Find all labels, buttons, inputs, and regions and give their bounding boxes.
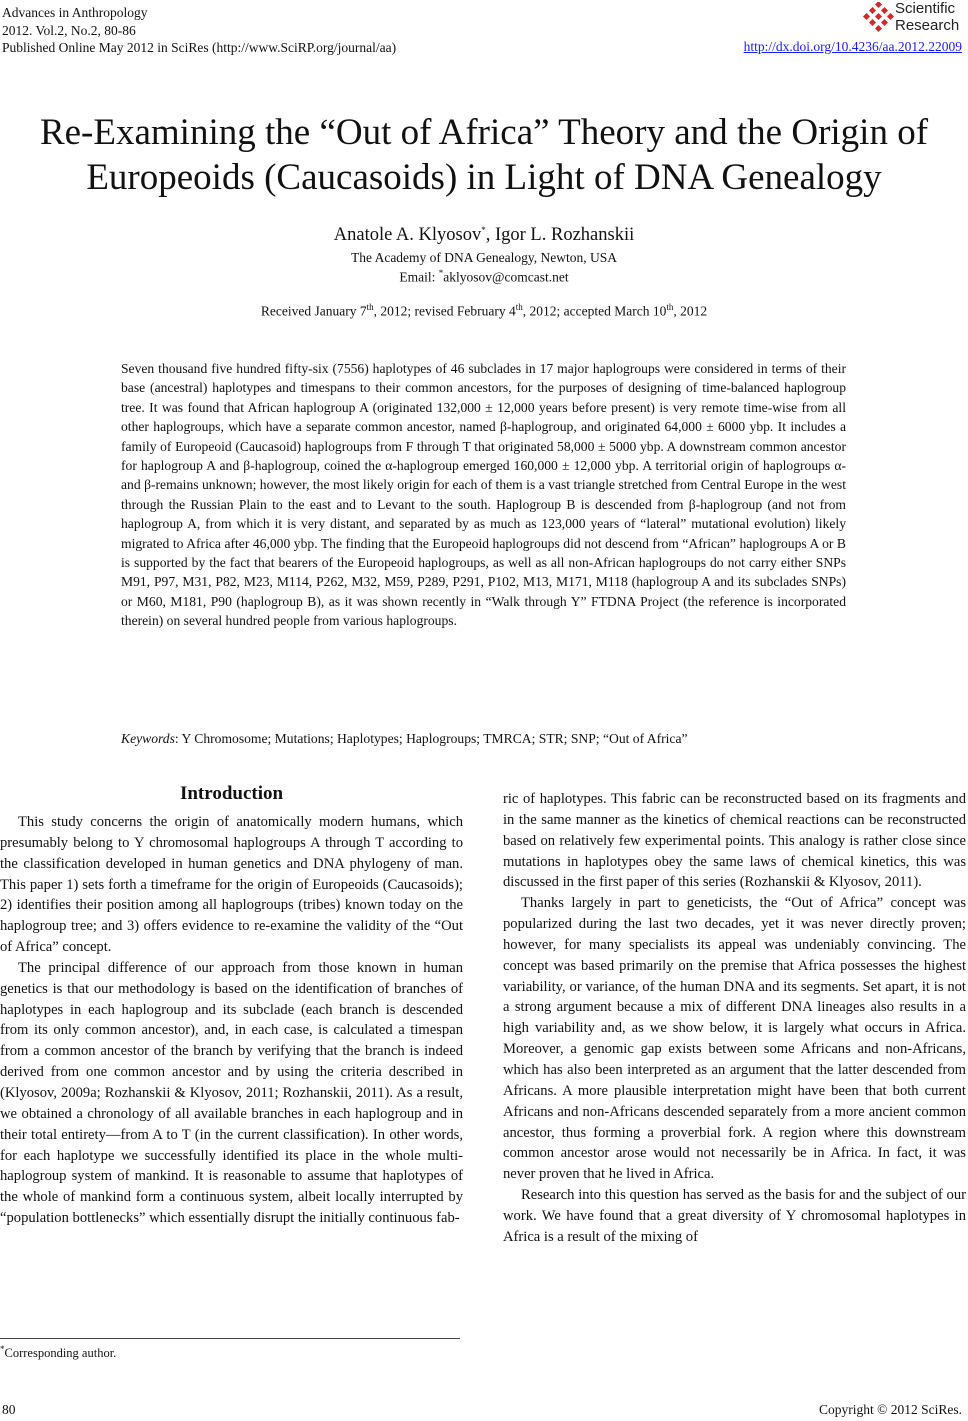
journal-name: Advances in Anthropology [2,5,148,20]
footnote-mark: * [0,1344,5,1354]
footnote [0,1344,116,1361]
logo-line2: Research [895,17,960,34]
accepted-date: , 2012; accepted March 10 [522,303,667,319]
author-1: Anatole A. Klyosov [333,225,482,246]
abstract: Seven thousand five hundred fifty-six (7556) haplotypes of 46 subclades in 17 major haplogroups were considered in terms of their base (ancestral) haplotypes and timespans to their common ancestors, for the purposes of designing of time-balanced haplogroup tree. It was found that African haplogroup A (originated 132,000 ± 12,000 years before present) is very remote time-wise from all other haplogroups, which have a separate common ancestor, named β-haplogroup, and originated 64,000 ± 6000 ybp. It includes a family of Europeoid (Caucasoid) haplogroups from F through T that originated 58,000 ± 5000 ybp. A downstream common ancestor for haplogroup A and β-haplogroup, coined the α-haplogroup emerged 160,000 ± 12,000 ybp. A territorial origin of haplogroups α- and β-remains unknown; however, the most likely origin for each of them is a vast triangle stretched from Central Europe in the west through the Russian Plain to the east and to Levant to the south. Haplogroup B is descended from β-haplogroup (and not from haplogroup A, from which it is very distant, and separated by as much as 123,000 years of “lateral” mutational evolution) likely migrated to Africa after 46,000 ybp. The finding that the Europeoid haplogroups did not descend from “African” haplogroups A or B is supported by the fact that bearers of the Europeoid haplogroups, as well as all non-African haplogroups do not carry either SNPs M91, P97, M31, P82, M23, M114, P262, M32, M59, P289, P291, P102, M13, M171, M118 (haplogroup A and its subclades SNPs) or M60, M181, P90 (haplogroup B), as it was shown recently in “Walk through Y” FTDNA Project (the reference is incorporated therein) on several hundred people from various haplogroups. [121,361,846,629]
title-line1: Re-Examining the “Out of Africa” Theory and the Origin of [39,112,929,153]
received-sup: th [366,302,374,312]
keywords [121,731,846,747]
footnote-divider [0,1338,460,1339]
author-2: , Igor L. Rozhanskii [485,225,635,246]
title-line2: Europeoids (Caucasoids) in Light of DNA Genealogy [86,157,882,198]
scires-logo-icon [862,2,894,34]
revised-sup: th [515,302,523,312]
footnote-text: Corresponding author. [4,1346,117,1361]
page-number: 80 [2,1402,16,1417]
paragraph: ric of haplotypes. This fabric can be reconstructed based on its fragments and in the same manner as the kinetics of chemical reactions can be reconstructed based on relatively few experimental points. This analogy is rather close since mutations in haplotypes obey the same laws of chemical kinetics, this was discussed in the first paper of this series (Rozhanskii & Klyosov, 2011). [503,791,966,891]
scires-logo [862,0,962,36]
accepted-sup: th [666,302,674,312]
paragraph: Thanks largely in part to geneticists, the “Out of Africa” concept was popularized during the last two decades, yet it was never directly proven; however, for many specialists its appeal was undeniably convincing. The concept was based primarily on the premise that Africa possesses the highest variability, or variance, of the human DNA and its segments. Set apart, it is not a strong argument because a mix of different DNA lineages also results in a high variability and, as we show below, it is largely what occurs in Africa. Moreover, a genomic gap exists between some Africans and non-Africans, which has also been interpreted as an argument that the latter descended from Africans. A more plausible interpretation might have been that both current Africans and non-Africans descended separately from a more ancient common ancestor, thus forming a proverbial fork. A region where this downstream common ancestor arose would not necessarily be in Africa. In fact, it was never proven that he lived in Africa. [503,895,966,1183]
journal-published: Published Online May 2012 in SciRes (http://www.SciRP.org/journal/aa) [2,40,397,55]
affiliation: The Academy of DNA Genealogy, Newton, USA [350,250,618,265]
paper-title [30,110,938,200]
keywords-list: : Y Chromosome; Mutations; Haplotypes; Haplogroups; TMRCA; STR; SNP; “Out of Africa” [174,731,688,746]
section-heading-introduction: Introduction [179,783,284,804]
paragraph: This study concerns the origin of anatomically modern humans, which presumably belong to Y chromosomal haplogroups A through T according to the classification developed in human genetics and DNA phylogeny of man. This paper 1) sets forth a timeframe for the origin of Europeoids (Caucasoids); 2) identifies their position among all haplogroups (tribes) known today on the haplogroup tree; and 3) offers evidence to re-examine the validity of the “Out of Africa” concept. [0,814,463,956]
paragraph: The principal difference of our approach from those known in human genetics is that our methodology is based on the identification of branches of haplotypes in each haplogroup and its subclade (each branch is descended from its only common ancestor), and, in each case, is calculated a timespan from a common ancestor of the branch by verifying that the branch is indeed derived from one common ancestor and by using the criteria described in (Klyosov, 2009a; Rozhanskii & Klyosov, 2011; Rozhanskii, 2011). As a result, we obtained a chronology of all available branches in each haplogroup and in their total entirety—from A to T (in the current classification). In other words, for each haplotype we successfully identified its place in the whole multi-haplogroup system of mankind. It is reasonable to assume that haplotypes of the whole of mankind form a continuous system, albeit locally interrupted by “population bottlenecks” which essentially disrupt the initially continuous fab- [0,959,463,1227]
journal-volume: 2012. Vol.2, No.2, 80-86 [2,22,136,38]
revised-date: , 2012; revised February 4 [373,303,516,319]
left-column [0,812,463,1229]
email-address: aklyosov@comcast.net [443,269,569,285]
authors [0,225,968,246]
logo-line1: Scientific [895,0,956,17]
email-mark: * [438,268,444,278]
received-date: Received January 7 [260,303,367,319]
right-column [503,789,966,1248]
received-dates [0,302,968,320]
email-label: Email: [399,269,439,285]
copyright: Copyright © 2012 SciRes. [818,1402,962,1417]
corresponding-mark: * [481,225,486,235]
scires-logo-text [895,0,959,34]
doi-link[interactable]: http://dx.doi.org/10.4236/aa.2012.22009 [743,39,962,54]
keywords-label: Keywords [121,731,175,746]
journal-header [2,4,396,57]
paragraph: Research into this question has served as the basis for and the subject of our work. We have found that a great diversity of Y chromosomal haplotypes in Africa is a result of the mixing of [503,1187,966,1245]
accepted-year: , 2012 [673,303,708,319]
email-line [0,268,968,286]
